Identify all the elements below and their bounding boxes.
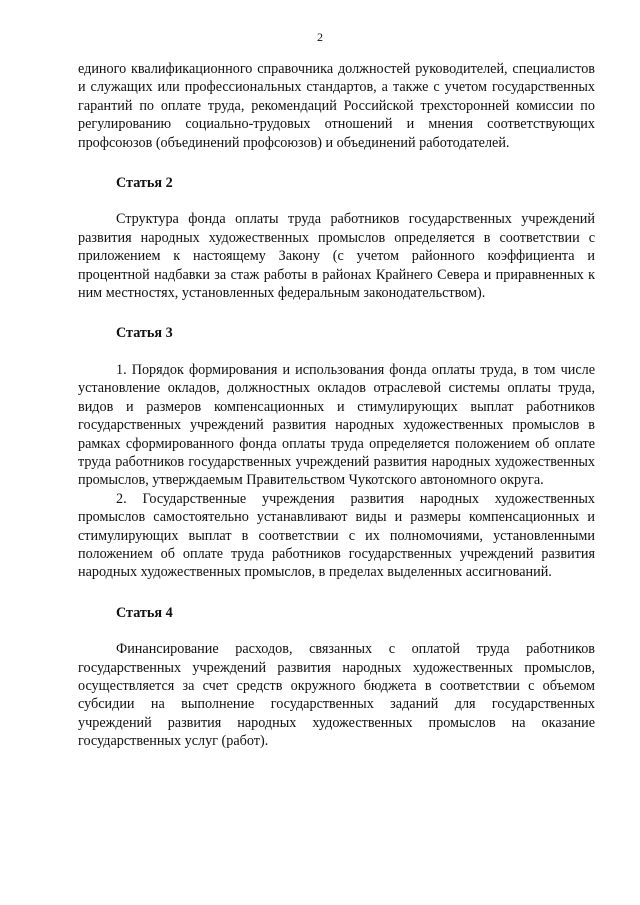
article-2-heading: Статья 2 — [116, 175, 173, 192]
spacer — [78, 582, 595, 604]
article-3-paragraph-1: 1. Порядок формирования и использования фонда оплаты труда, в том числе установление окладов, должностных окладов отраслевой системы оплаты труда, видов и размеров компенсационных и стимулирующих выплат работников государственных учреждений развития народных художественных промыслов в рамках сформированного фонда оплаты труда определяется положением об оплате труда работников государственных учреждений развития народных художественных промыслов, утверждаемым Правительством Чукотского автономного округа. — [78, 361, 595, 489]
spacer — [78, 192, 595, 210]
article-2-paragraph: Структура фонда оплаты труда работников государственных учреждений развития народных художественных промыслов определяется в соответствии с приложением к настоящему Закону (с учетом районного коэффициента и процентной надбавки за стаж работы в районах Крайнего Севера и приравненных к ним местностях, установленных федеральным законодательством). — [78, 211, 595, 302]
article-3-heading: Статья 3 — [116, 325, 173, 342]
article-4-heading: Статья 4 — [116, 604, 173, 621]
intro-paragraph: единого квалификационного справочника должностей руководителей, специалистов и служащих или профессиональных стандартов, а также с учетом государственных гарантий по оплате труда, рекомендаций Российской трехсторонней комиссии по регулированию социально-трудовых отношений и мнения соответствующих профсоюзов (объединений профсоюзов) и объединений работодателей. — [78, 61, 595, 151]
article-4-paragraph: Финансирование расходов, связанных с оплатой труда работников государственных учреждений развития народных художественных промыслов, осуществляется за счет средств окружного бюджета в соответствии с объемом субсидии на выполнение государственных заданий для государственных учреждений развития народных художественных промыслов на оказание государственных услуг (работ). — [78, 641, 595, 750]
article-3-paragraph-2: 2. Государственные учреждения развития народных художественных промыслов самостоятельно устанавливают виды и размеры компенсационных и стимулирующих выплат в соответствии с их полномочиями, установленными положением об оплате труда работников государственных учреждений развития народных художественных промыслов, в пределах выделенных ассигнований. — [78, 490, 595, 581]
spacer — [78, 302, 595, 324]
document-body — [78, 60, 595, 751]
page-number: 2 — [317, 30, 323, 44]
spacer — [78, 343, 595, 361]
spacer — [78, 152, 595, 174]
spacer — [78, 622, 595, 640]
